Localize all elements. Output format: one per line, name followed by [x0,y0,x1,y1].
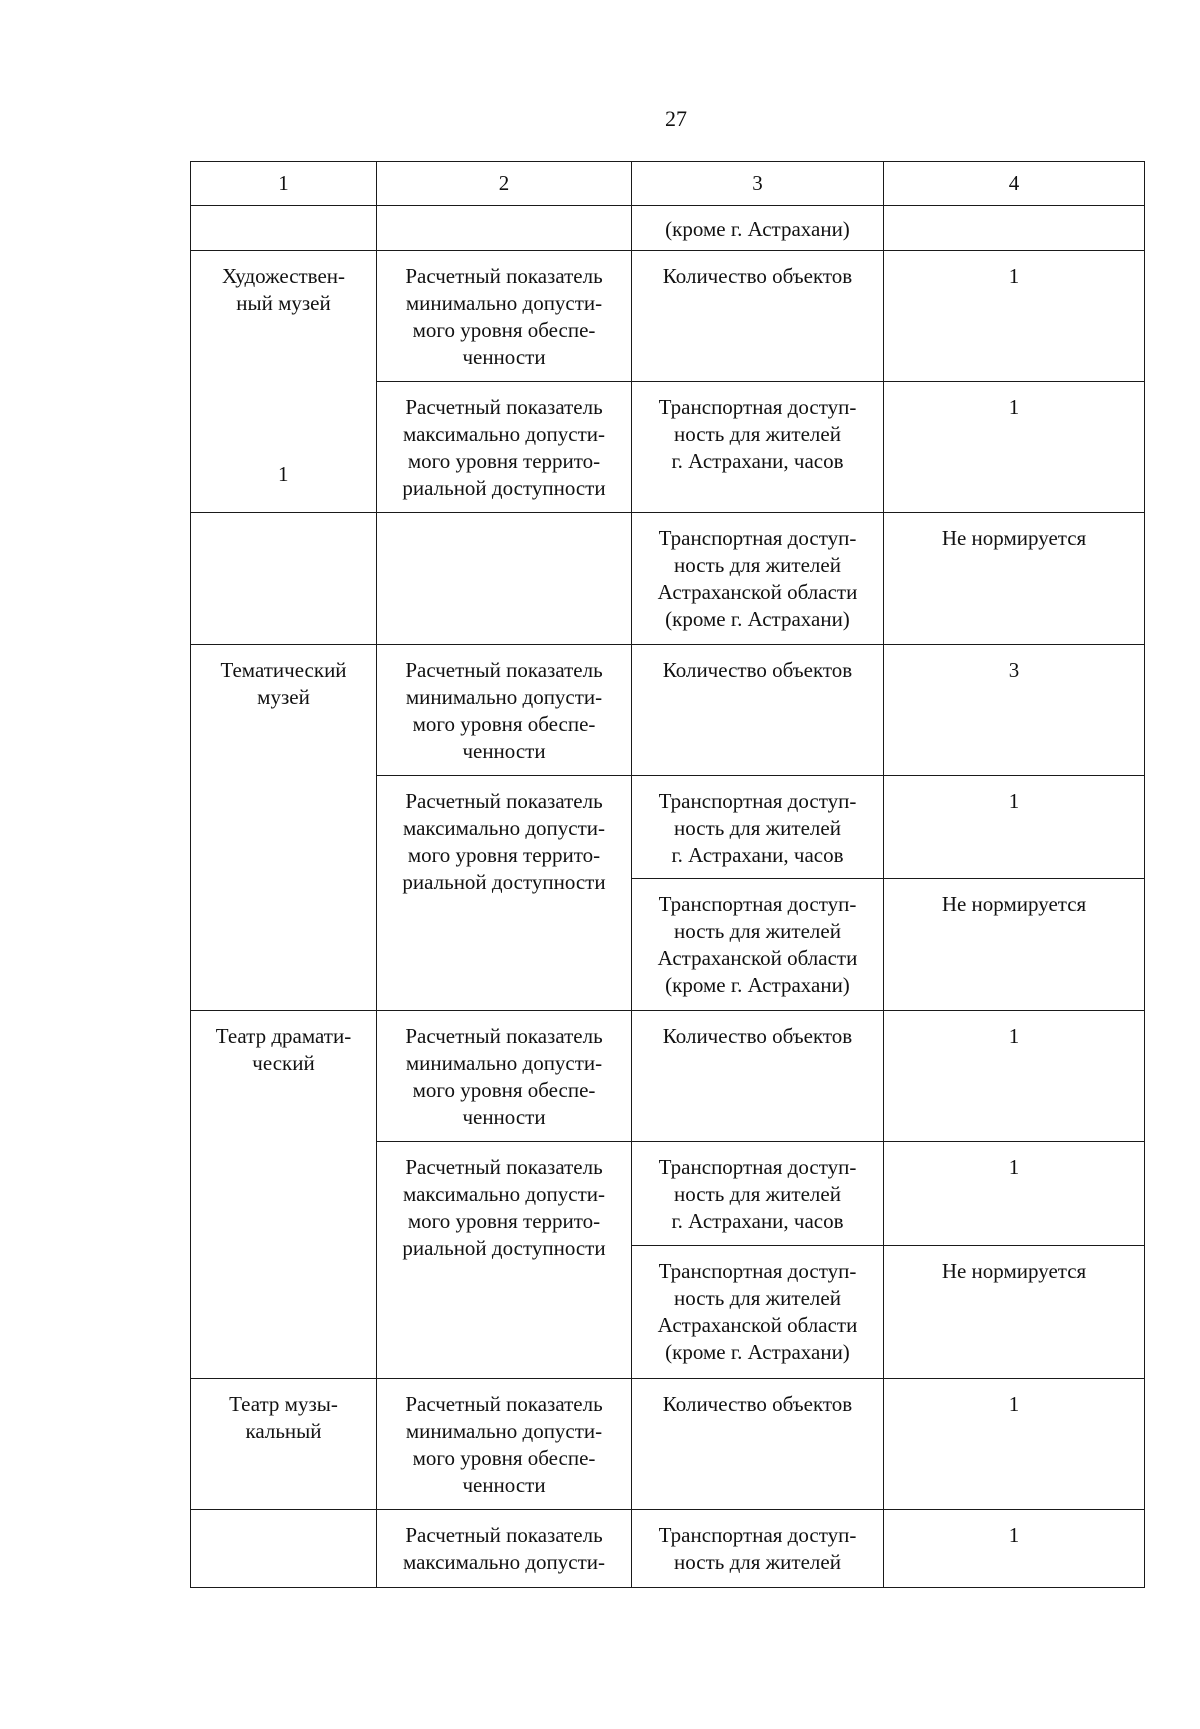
table-cell [884,206,1145,251]
unit-cell: Количество объектов [632,645,884,776]
indicator-cell: Расчетный показатель минимально допусти- мого уровня обеспе- ченности [377,645,632,776]
norms-table [190,161,1145,1588]
header-cell: 4 [884,162,1145,206]
table-row [191,1379,1145,1510]
header-cell: 1 [191,162,377,206]
object-name-cell: Театр драмати- ческий [191,1011,377,1379]
table-cell [377,206,632,251]
unit-cell: Транспортная доступ- ность для жителей г. Астрахани, часов [632,382,884,513]
value-cell: Не нормируется [884,513,1145,645]
header-cell: 3 [632,162,884,206]
unit-cell: Транспортная доступ- ность для жителей [632,1510,884,1588]
unit-cell: Транспортная доступ- ность для жителей Астраханской области (кроме г. Астрахани) [632,513,884,645]
continuation-row [191,206,1145,251]
stray-row-number: 1 [278,462,289,486]
table-row [191,1510,1145,1588]
indicator-cell: Расчетный показатель минимально допусти- мого уровня обеспе- ченности [377,1011,632,1142]
object-name-cell: Тематический музей [191,645,377,1011]
table-row [191,513,1145,645]
value-cell: 1 [884,1142,1145,1246]
header-row [191,162,1145,206]
indicator-cell: Расчетный показатель максимально допусти- мого уровня террито- риальной доступности [377,1142,632,1379]
object-name-cell [191,513,377,645]
object-name-cell [191,1510,377,1588]
header-cell: 2 [377,162,632,206]
unit-cell: Транспортная доступ- ность для жителей Астраханской области (кроме г. Астрахани) [632,879,884,1011]
value-cell: 1 [884,251,1145,382]
object-name-cell: Театр музы- кальный [191,1379,377,1510]
indicator-cell [377,513,632,645]
unit-cell: Транспортная доступ- ность для жителей г. Астрахани, часов [632,1142,884,1246]
indicator-cell: Расчетный показатель максимально допусти- мого уровня террито- риальной доступности [377,776,632,1011]
page-number: 27 [665,106,687,131]
value-cell: 3 [884,645,1145,776]
indicator-cell: Расчетный показатель максимально допусти- мого уровня террито- риальной доступности [377,382,632,513]
value-cell: Не нормируется [884,1246,1145,1379]
table-row [191,645,1145,776]
table-cell [191,206,377,251]
table-row [191,1011,1145,1142]
value-cell: Не нормируется [884,879,1145,1011]
unit-cell: Транспортная доступ- ность для жителей г. Астрахани, часов [632,776,884,879]
object-name-cell: Художествен- ный музей [191,251,377,513]
value-cell: 1 [884,776,1145,879]
indicator-cell: Расчетный показатель минимально допусти- мого уровня обеспе- ченности [377,1379,632,1510]
unit-cell: Количество объектов [632,251,884,382]
unit-cell: Количество объектов [632,1011,884,1142]
unit-cell: (кроме г. Астрахани) [632,206,884,251]
unit-cell: Количество объектов [632,1379,884,1510]
value-cell: 1 [884,382,1145,513]
indicator-cell: Расчетный показатель минимально допусти- мого уровня обеспе- ченности [377,251,632,382]
value-cell: 1 [884,1379,1145,1510]
indicator-cell: Расчетный показатель максимально допусти- [377,1510,632,1588]
unit-cell: Транспортная доступ- ность для жителей Астраханской области (кроме г. Астрахани) [632,1246,884,1379]
value-cell: 1 [884,1510,1145,1588]
value-cell: 1 [884,1011,1145,1142]
table-row [191,251,1145,382]
